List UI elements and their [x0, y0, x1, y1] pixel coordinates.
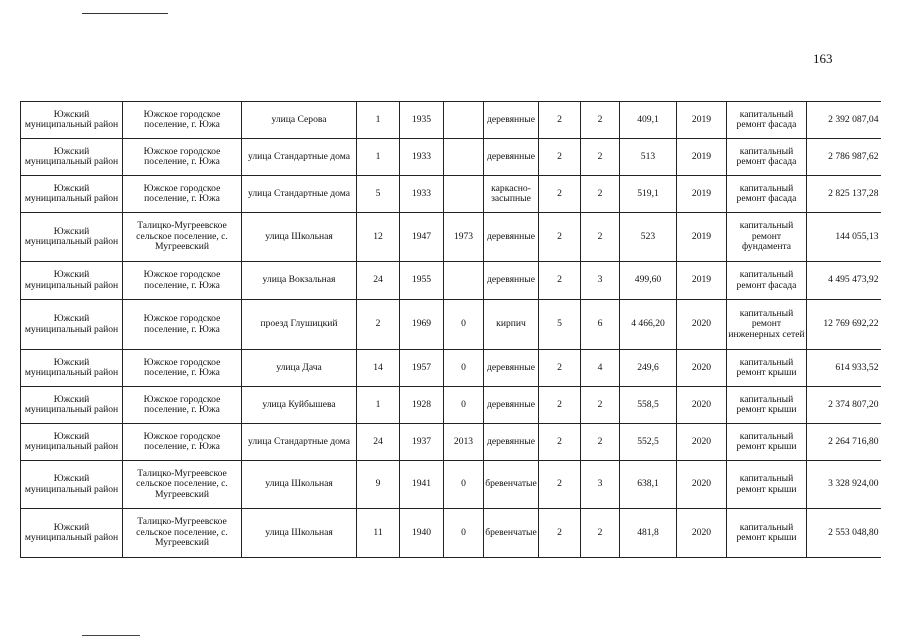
- year-built-cell: 1941: [400, 461, 444, 509]
- street-cell: проезд Глушицкий: [242, 300, 357, 350]
- entrances-cell: 2: [581, 139, 620, 176]
- work-type-cell: капитальный ремонт фасада: [727, 139, 807, 176]
- year-built-cell: 1937: [400, 424, 444, 461]
- year-overhaul-cell: 0: [444, 300, 484, 350]
- year-built-cell: 1933: [400, 139, 444, 176]
- district-cell: Южский муниципальный район: [21, 102, 123, 139]
- repair-year-cell: 2020: [677, 350, 727, 387]
- wall-material-cell: деревянные: [484, 213, 539, 262]
- housing-repair-table: [20, 101, 881, 558]
- cost-cell: 2 553 048,80: [807, 509, 881, 558]
- floors-cell: 2: [539, 213, 581, 262]
- house-number-cell: 12: [357, 213, 400, 262]
- cost-cell: 2 374 807,20: [807, 387, 881, 424]
- year-built-cell: 1928: [400, 387, 444, 424]
- house-number-cell: 24: [357, 424, 400, 461]
- year-overhaul-cell: [444, 176, 484, 213]
- page-number: 163: [813, 51, 833, 66]
- year-built-cell: 1969: [400, 300, 444, 350]
- cost-cell: 614 933,52: [807, 350, 881, 387]
- table-row: [21, 509, 881, 558]
- table-row: [21, 300, 881, 350]
- entrances-cell: 2: [581, 509, 620, 558]
- district-cell: Южский муниципальный район: [21, 300, 123, 350]
- wall-material-cell: деревянные: [484, 387, 539, 424]
- repair-year-cell: 2020: [677, 509, 727, 558]
- wall-material-cell: каркасно-засыпные: [484, 176, 539, 213]
- year-built-cell: 1947: [400, 213, 444, 262]
- wall-material-cell: кирпич: [484, 300, 539, 350]
- work-type-cell: капитальный ремонт фасада: [727, 262, 807, 300]
- year-overhaul-cell: [444, 262, 484, 300]
- wall-material-cell: деревянные: [484, 424, 539, 461]
- entrances-cell: 2: [581, 176, 620, 213]
- table-row: [21, 387, 881, 424]
- district-cell: Южский муниципальный район: [21, 387, 123, 424]
- wall-material-cell: деревянные: [484, 102, 539, 139]
- district-cell: Южский муниципальный район: [21, 139, 123, 176]
- house-number-cell: 9: [357, 461, 400, 509]
- floors-cell: 2: [539, 262, 581, 300]
- year-built-cell: 1935: [400, 102, 444, 139]
- entrances-cell: 4: [581, 350, 620, 387]
- settlement-cell: Южское городское поселение, г. Южа: [123, 424, 242, 461]
- street-cell: улица Вокзальная: [242, 262, 357, 300]
- work-type-cell: капитальный ремонт фасада: [727, 102, 807, 139]
- scan-artifact-line: [82, 13, 168, 14]
- work-type-cell: капитальный ремонт инженерных сетей: [727, 300, 807, 350]
- settlement-cell: Южское городское поселение, г. Южа: [123, 176, 242, 213]
- area-cell: 481,8: [620, 509, 677, 558]
- floors-cell: 2: [539, 387, 581, 424]
- settlement-cell: Южское городское поселение, г. Южа: [123, 387, 242, 424]
- floors-cell: 2: [539, 350, 581, 387]
- repair-year-cell: 2019: [677, 213, 727, 262]
- entrances-cell: 2: [581, 424, 620, 461]
- area-cell: 638,1: [620, 461, 677, 509]
- table-row: [21, 424, 881, 461]
- settlement-cell: Южское городское поселение, г. Южа: [123, 300, 242, 350]
- district-cell: Южский муниципальный район: [21, 213, 123, 262]
- cost-cell: 2 392 087,04: [807, 102, 881, 139]
- floors-cell: 2: [539, 176, 581, 213]
- entrances-cell: 3: [581, 461, 620, 509]
- cost-cell: 4 495 473,92: [807, 262, 881, 300]
- work-type-cell: капитальный ремонт крыши: [727, 461, 807, 509]
- cost-cell: 12 769 692,22: [807, 300, 881, 350]
- settlement-cell: Талицко-Мугреевское сельское поселение, с. Мугреевский: [123, 509, 242, 558]
- work-type-cell: капитальный ремонт фундамента: [727, 213, 807, 262]
- cost-cell: 3 328 924,00: [807, 461, 881, 509]
- floors-cell: 2: [539, 509, 581, 558]
- work-type-cell: капитальный ремонт крыши: [727, 424, 807, 461]
- repair-year-cell: 2020: [677, 300, 727, 350]
- entrances-cell: 6: [581, 300, 620, 350]
- floors-cell: 2: [539, 424, 581, 461]
- wall-material-cell: деревянные: [484, 139, 539, 176]
- district-cell: Южский муниципальный район: [21, 176, 123, 213]
- table-row: [21, 350, 881, 387]
- repair-year-cell: 2019: [677, 262, 727, 300]
- cost-cell: 144 055,13: [807, 213, 881, 262]
- settlement-cell: Талицко-Мугреевское сельское поселение, с. Мугреевский: [123, 461, 242, 509]
- settlement-cell: Южское городское поселение, г. Южа: [123, 350, 242, 387]
- area-cell: 409,1: [620, 102, 677, 139]
- wall-material-cell: деревянные: [484, 350, 539, 387]
- year-overhaul-cell: 0: [444, 350, 484, 387]
- house-number-cell: 11: [357, 509, 400, 558]
- area-cell: 519,1: [620, 176, 677, 213]
- cost-cell: 2 786 987,62: [807, 139, 881, 176]
- floors-cell: 5: [539, 300, 581, 350]
- work-type-cell: капитальный ремонт крыши: [727, 509, 807, 558]
- area-cell: 552,5: [620, 424, 677, 461]
- work-type-cell: капитальный ремонт фасада: [727, 176, 807, 213]
- house-number-cell: 1: [357, 139, 400, 176]
- wall-material-cell: бревенчатые: [484, 509, 539, 558]
- house-number-cell: 5: [357, 176, 400, 213]
- house-number-cell: 1: [357, 387, 400, 424]
- work-type-cell: капитальный ремонт крыши: [727, 350, 807, 387]
- table-row: [21, 176, 881, 213]
- area-cell: 513: [620, 139, 677, 176]
- district-cell: Южский муниципальный район: [21, 424, 123, 461]
- district-cell: Южский муниципальный район: [21, 509, 123, 558]
- street-cell: улица Дача: [242, 350, 357, 387]
- repair-year-cell: 2019: [677, 139, 727, 176]
- cost-cell: 2 264 716,80: [807, 424, 881, 461]
- street-cell: улица Стандартные дома: [242, 424, 357, 461]
- settlement-cell: Южское городское поселение, г. Южа: [123, 139, 242, 176]
- house-number-cell: 14: [357, 350, 400, 387]
- table-row: [21, 213, 881, 262]
- repair-year-cell: 2019: [677, 102, 727, 139]
- wall-material-cell: деревянные: [484, 262, 539, 300]
- district-cell: Южский муниципальный район: [21, 262, 123, 300]
- street-cell: улица Стандартные дома: [242, 139, 357, 176]
- street-cell: улица Школьная: [242, 509, 357, 558]
- table-row: [21, 461, 881, 509]
- year-built-cell: 1957: [400, 350, 444, 387]
- repair-year-cell: 2020: [677, 461, 727, 509]
- year-built-cell: 1933: [400, 176, 444, 213]
- area-cell: 558,5: [620, 387, 677, 424]
- year-overhaul-cell: [444, 139, 484, 176]
- floors-cell: 2: [539, 102, 581, 139]
- year-built-cell: 1940: [400, 509, 444, 558]
- house-number-cell: 24: [357, 262, 400, 300]
- year-overhaul-cell: 2013: [444, 424, 484, 461]
- year-built-cell: 1955: [400, 262, 444, 300]
- floors-cell: 2: [539, 139, 581, 176]
- settlement-cell: Южское городское поселение, г. Южа: [123, 102, 242, 139]
- entrances-cell: 3: [581, 262, 620, 300]
- area-cell: 523: [620, 213, 677, 262]
- entrances-cell: 2: [581, 102, 620, 139]
- area-cell: 4 466,20: [620, 300, 677, 350]
- repair-year-cell: 2019: [677, 176, 727, 213]
- area-cell: 499,60: [620, 262, 677, 300]
- street-cell: улица Стандартные дома: [242, 176, 357, 213]
- entrances-cell: 2: [581, 213, 620, 262]
- district-cell: Южский муниципальный район: [21, 461, 123, 509]
- scan-artifact-line: [82, 635, 140, 636]
- table-row: [21, 139, 881, 176]
- house-number-cell: 1: [357, 102, 400, 139]
- work-type-cell: капитальный ремонт крыши: [727, 387, 807, 424]
- street-cell: улица Куйбышева: [242, 387, 357, 424]
- repair-year-cell: 2020: [677, 424, 727, 461]
- area-cell: 249,6: [620, 350, 677, 387]
- wall-material-cell: бревенчатые: [484, 461, 539, 509]
- table-row: [21, 102, 881, 139]
- year-overhaul-cell: [444, 102, 484, 139]
- district-cell: Южский муниципальный район: [21, 350, 123, 387]
- year-overhaul-cell: 0: [444, 387, 484, 424]
- table-row: [21, 262, 881, 300]
- house-number-cell: 2: [357, 300, 400, 350]
- street-cell: улица Серова: [242, 102, 357, 139]
- year-overhaul-cell: 0: [444, 461, 484, 509]
- floors-cell: 2: [539, 461, 581, 509]
- entrances-cell: 2: [581, 387, 620, 424]
- settlement-cell: Южское городское поселение, г. Южа: [123, 262, 242, 300]
- table-body: [21, 102, 881, 558]
- year-overhaul-cell: 0: [444, 509, 484, 558]
- street-cell: улица Школьная: [242, 461, 357, 509]
- street-cell: улица Школьная: [242, 213, 357, 262]
- repair-year-cell: 2020: [677, 387, 727, 424]
- cost-cell: 2 825 137,28: [807, 176, 881, 213]
- year-overhaul-cell: 1973: [444, 213, 484, 262]
- settlement-cell: Талицко-Мугреевское сельское поселение, с. Мугреевский: [123, 213, 242, 262]
